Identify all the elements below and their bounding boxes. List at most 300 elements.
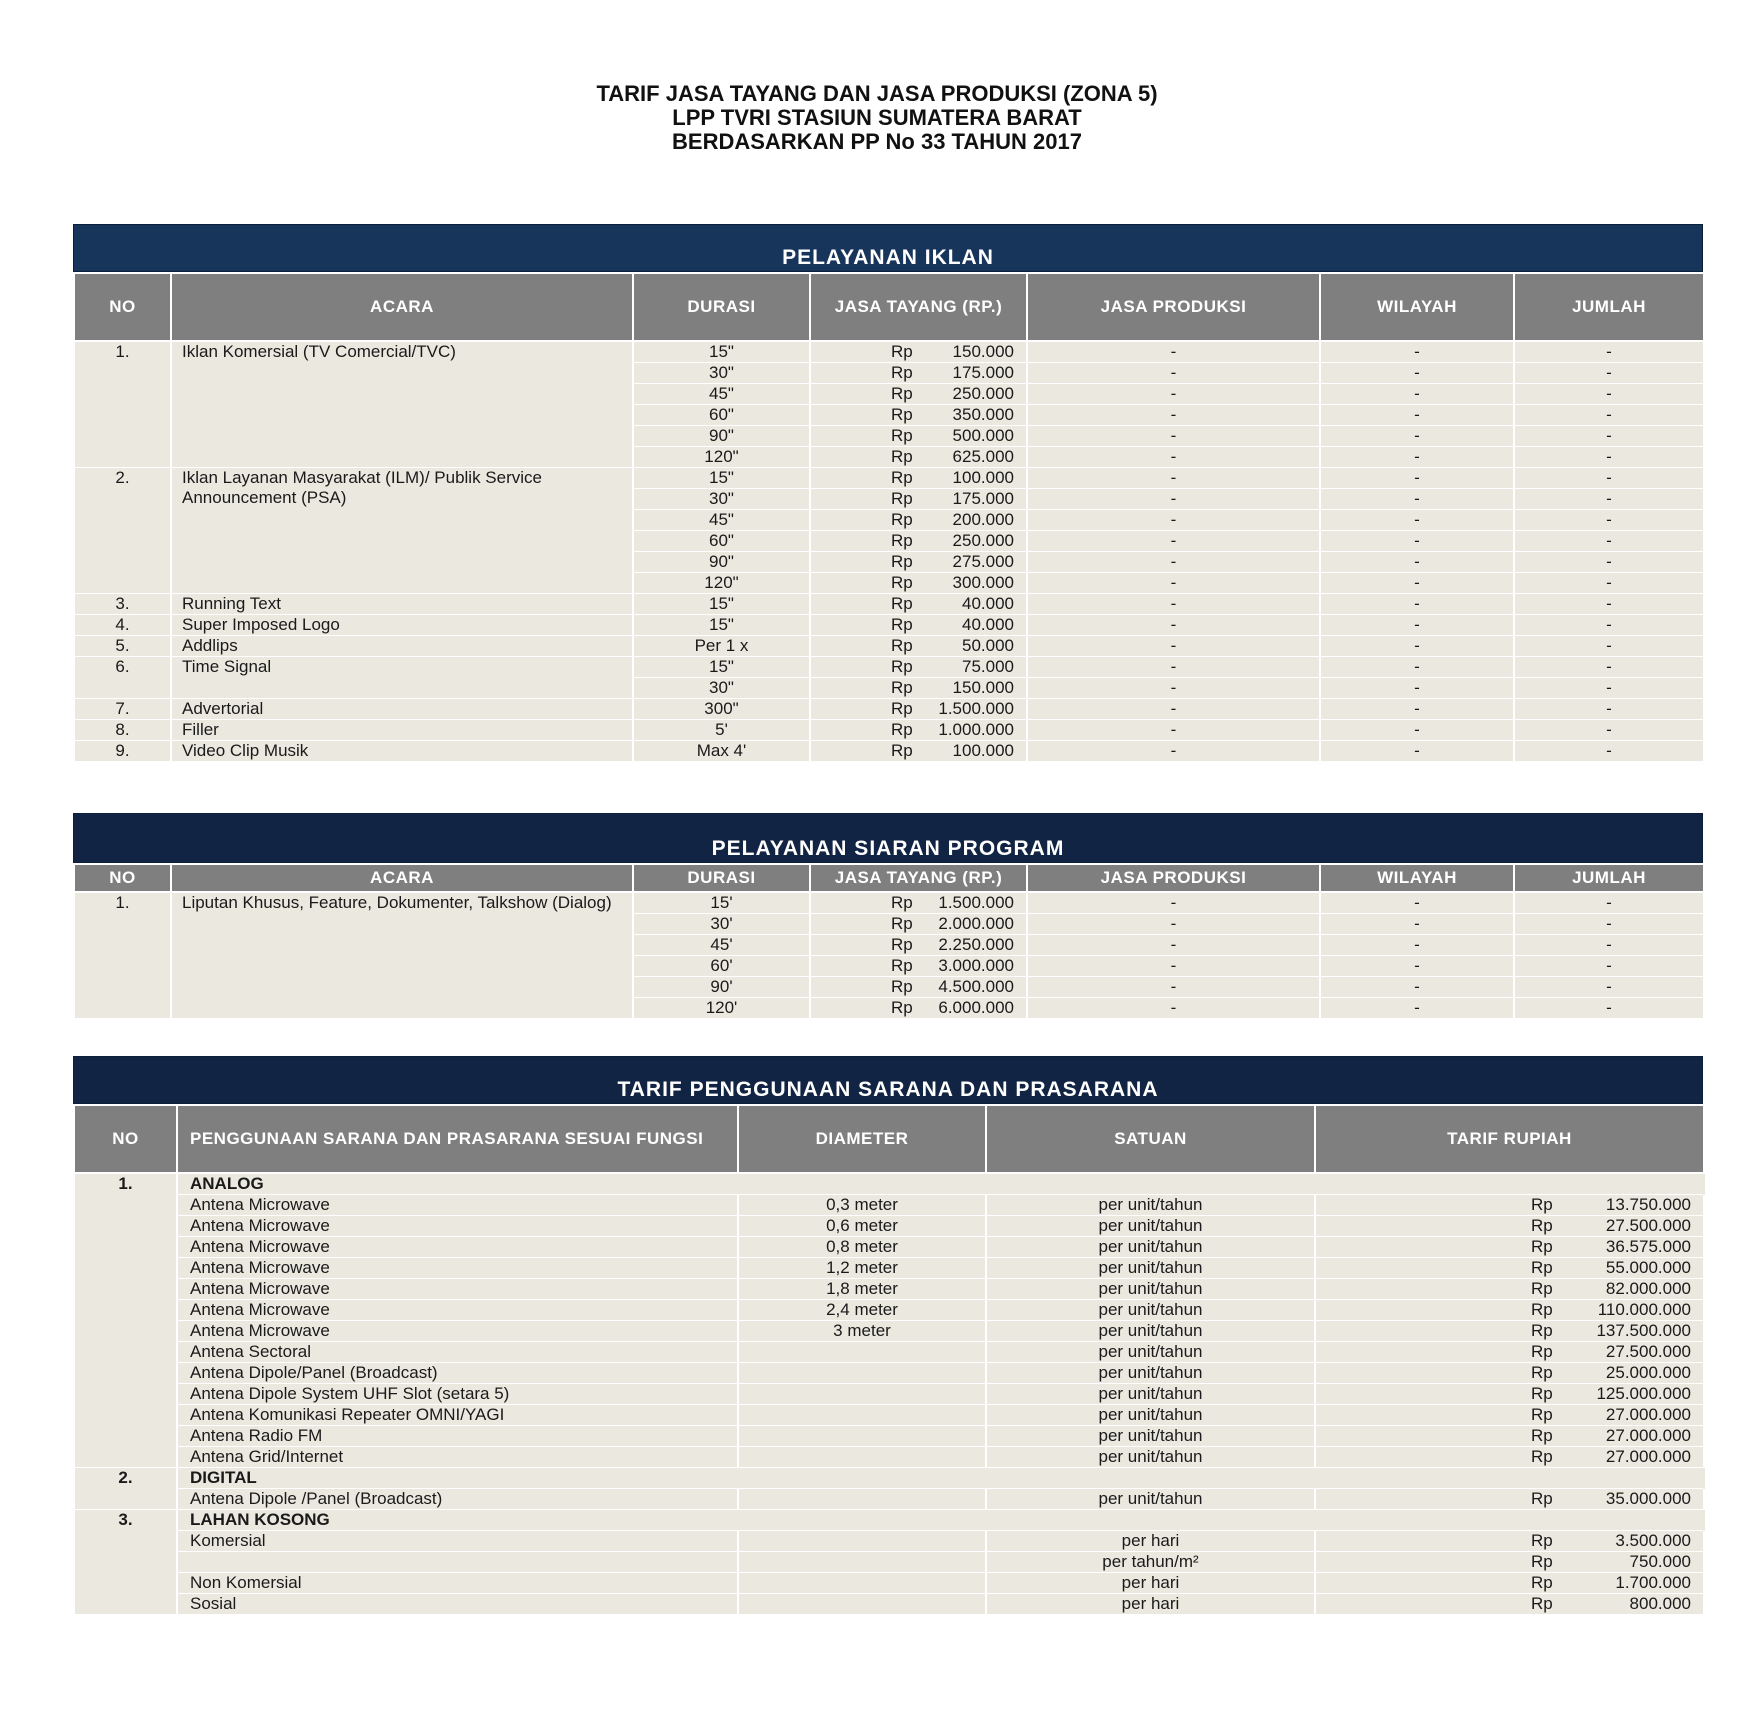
title-line-3: BERDASARKAN PP No 33 TAHUN 2017: [672, 129, 1082, 154]
row-penggunaan: Antena Microwave: [177, 1279, 738, 1300]
row-jasa-produksi: -: [1027, 489, 1320, 510]
row-diameter: 0,6 meter: [738, 1216, 986, 1237]
amount-value: 27.000.000: [1605, 1426, 1691, 1445]
amount-value: 2.250.000: [938, 935, 1014, 954]
amount-value: 500.000: [952, 426, 1014, 445]
row-jasa-tayang: [810, 720, 1027, 741]
row-tarif: [1315, 1321, 1704, 1342]
row-tarif: [1315, 1384, 1704, 1405]
row-jasa-produksi: -: [1027, 998, 1320, 1019]
row-jasa-tayang: [810, 636, 1027, 657]
currency-label: Rp: [891, 977, 913, 996]
row-durasi: 5': [633, 720, 810, 741]
header-tarif-rupiah: TARIF RUPIAH: [1315, 1105, 1704, 1173]
category-row: [74, 1468, 1704, 1489]
row-durasi: 45": [633, 510, 810, 531]
row-jumlah: -: [1514, 363, 1704, 384]
header-jasa-produksi: JASA PRODUKSI: [1027, 864, 1320, 892]
row-jasa-produksi: -: [1027, 956, 1320, 977]
row-jumlah: -: [1514, 699, 1704, 720]
table-row: [74, 1237, 1704, 1258]
section-siaran-program: [73, 813, 1703, 1019]
row-durasi: 60': [633, 956, 810, 977]
row-durasi: 120': [633, 998, 810, 1019]
section-pelayanan-iklan: [73, 224, 1703, 762]
section-title-iklan: PELAYANAN IKLAN: [782, 246, 994, 269]
row-diameter: [738, 1594, 986, 1615]
category-label: LAHAN KOSONG: [177, 1510, 1704, 1531]
row-jasa-produksi: -: [1027, 363, 1320, 384]
row-durasi: 15": [633, 657, 810, 678]
title-line-2: LPP TVRI STASIUN SUMATERA BARAT: [672, 105, 1082, 130]
row-durasi: 15": [633, 594, 810, 615]
row-jasa-produksi: -: [1027, 741, 1320, 762]
row-jasa-produksi: -: [1027, 615, 1320, 636]
row-tarif: [1315, 1531, 1704, 1552]
table-row: [74, 1447, 1704, 1468]
amount-value: 1.500.000: [938, 699, 1014, 718]
category-row: [74, 1510, 1704, 1531]
row-wilayah: -: [1320, 384, 1514, 405]
amount-value: 27.000.000: [1605, 1405, 1691, 1424]
row-number: 8.: [74, 720, 171, 741]
row-jasa-tayang: [810, 405, 1027, 426]
amount-value: 625.000: [952, 447, 1014, 466]
currency-label: Rp: [891, 720, 913, 739]
currency-label: Rp: [891, 615, 913, 634]
header-jasa-tayang: JASA TAYANG (RP.): [810, 273, 1027, 341]
row-number: 2.: [74, 468, 171, 594]
row-jumlah: -: [1514, 594, 1704, 615]
row-jasa-tayang: [810, 935, 1027, 956]
row-satuan: per unit/tahun: [986, 1300, 1315, 1321]
row-jasa-produksi: -: [1027, 935, 1320, 956]
row-satuan: per unit/tahun: [986, 1363, 1315, 1384]
row-jasa-produksi: -: [1027, 531, 1320, 552]
header-diameter: DIAMETER: [738, 1105, 986, 1173]
table-row: [74, 636, 1704, 657]
row-jasa-produksi: -: [1027, 447, 1320, 468]
header-jasa-tayang: JASA TAYANG (RP.): [810, 864, 1027, 892]
category-row: [74, 1173, 1704, 1195]
row-number: 7.: [74, 699, 171, 720]
row-jasa-produksi: -: [1027, 720, 1320, 741]
row-acara: Time Signal: [171, 657, 633, 699]
table-row: [74, 1573, 1704, 1594]
section-band-siaran: [73, 813, 1703, 863]
row-number: 9.: [74, 741, 171, 762]
row-tarif: [1315, 1342, 1704, 1363]
amount-value: 1.000.000: [938, 720, 1014, 739]
row-durasi: 30": [633, 678, 810, 699]
row-tarif: [1315, 1405, 1704, 1426]
row-satuan: per hari: [986, 1573, 1315, 1594]
row-acara: Liputan Khusus, Feature, Dokumenter, Talkshow (Dialog): [171, 892, 633, 1019]
row-jumlah: -: [1514, 720, 1704, 741]
row-penggunaan: Antena Grid/Internet: [177, 1447, 738, 1468]
row-durasi: 90": [633, 426, 810, 447]
row-penggunaan: Antena Microwave: [177, 1237, 738, 1258]
currency-label: Rp: [1531, 1300, 1553, 1319]
row-wilayah: -: [1320, 468, 1514, 489]
currency-label: Rp: [891, 384, 913, 403]
row-diameter: [738, 1573, 986, 1594]
row-satuan: per unit/tahun: [986, 1489, 1315, 1510]
row-penggunaan: Antena Microwave: [177, 1321, 738, 1342]
currency-label: Rp: [1531, 1384, 1553, 1403]
header-wilayah: WILAYAH: [1320, 864, 1514, 892]
row-jasa-produksi: -: [1027, 636, 1320, 657]
table-row: [74, 341, 1704, 363]
row-wilayah: -: [1320, 699, 1514, 720]
row-durasi: 15": [633, 615, 810, 636]
amount-value: 150.000: [952, 678, 1014, 697]
row-durasi: Max 4': [633, 741, 810, 762]
row-jumlah: -: [1514, 914, 1704, 935]
section-band-iklan: [73, 224, 1703, 272]
row-durasi: 300": [633, 699, 810, 720]
row-wilayah: -: [1320, 956, 1514, 977]
row-satuan: per unit/tahun: [986, 1237, 1315, 1258]
row-jumlah: -: [1514, 956, 1704, 977]
row-wilayah: -: [1320, 573, 1514, 594]
table-header-row: [74, 864, 1704, 892]
row-jasa-tayang: [810, 615, 1027, 636]
currency-label: Rp: [891, 914, 913, 933]
row-wilayah: -: [1320, 510, 1514, 531]
row-jasa-produksi: -: [1027, 573, 1320, 594]
row-wilayah: -: [1320, 489, 1514, 510]
row-number: 1.: [74, 341, 171, 468]
table-body-iklan: [74, 341, 1704, 762]
amount-value: 75.000: [962, 657, 1014, 676]
table-iklan: [73, 272, 1705, 762]
row-durasi: 120": [633, 447, 810, 468]
row-durasi: 45": [633, 384, 810, 405]
currency-label: Rp: [1531, 1258, 1553, 1277]
row-jasa-tayang: [810, 468, 1027, 489]
row-satuan: per unit/tahun: [986, 1279, 1315, 1300]
row-number: 3.: [74, 1510, 177, 1615]
row-jasa-tayang: [810, 914, 1027, 935]
row-penggunaan: Antena Dipole/Panel (Broadcast): [177, 1363, 738, 1384]
amount-value: 200.000: [952, 510, 1014, 529]
currency-label: Rp: [1531, 1426, 1553, 1445]
row-number: 1.: [74, 1173, 177, 1468]
row-penggunaan: Antena Microwave: [177, 1195, 738, 1216]
row-wilayah: -: [1320, 426, 1514, 447]
row-wilayah: -: [1320, 998, 1514, 1019]
row-tarif: [1315, 1552, 1704, 1573]
row-number: 3.: [74, 594, 171, 615]
row-jumlah: -: [1514, 384, 1704, 405]
row-tarif: [1315, 1426, 1704, 1447]
row-satuan: per unit/tahun: [986, 1447, 1315, 1468]
row-durasi: 45': [633, 935, 810, 956]
row-jumlah: -: [1514, 426, 1704, 447]
amount-value: 100.000: [952, 468, 1014, 487]
row-durasi: Per 1 x: [633, 636, 810, 657]
currency-label: Rp: [891, 956, 913, 975]
row-satuan: per unit/tahun: [986, 1321, 1315, 1342]
row-jumlah: -: [1514, 998, 1704, 1019]
row-jasa-produksi: -: [1027, 468, 1320, 489]
row-diameter: 0,8 meter: [738, 1237, 986, 1258]
row-jasa-tayang: [810, 426, 1027, 447]
section-sarana-prasarana: [73, 1056, 1703, 1615]
document-title: [0, 82, 1754, 154]
currency-label: Rp: [1531, 1552, 1553, 1571]
row-durasi: 15": [633, 341, 810, 363]
amount-value: 250.000: [952, 531, 1014, 550]
section-band-sarana: [73, 1056, 1703, 1104]
table-row: [74, 720, 1704, 741]
currency-label: Rp: [891, 573, 913, 592]
row-durasi: 90": [633, 552, 810, 573]
row-penggunaan: Antena Microwave: [177, 1216, 738, 1237]
row-jasa-produksi: -: [1027, 510, 1320, 531]
row-jasa-tayang: [810, 998, 1027, 1019]
row-wilayah: -: [1320, 552, 1514, 573]
row-jumlah: -: [1514, 573, 1704, 594]
amount-value: 40.000: [962, 594, 1014, 613]
table-row: [74, 1195, 1704, 1216]
title-line-1: TARIF JASA TAYANG DAN JASA PRODUKSI (ZONA 5): [596, 81, 1158, 106]
currency-label: Rp: [891, 657, 913, 676]
row-penggunaan: Antena Komunikasi Repeater OMNI/YAGI: [177, 1405, 738, 1426]
amount-value: 3.500.000: [1615, 1531, 1691, 1550]
amount-value: 27.500.000: [1605, 1216, 1691, 1235]
row-jasa-tayang: [810, 657, 1027, 678]
currency-label: Rp: [1531, 1237, 1553, 1256]
row-tarif: [1315, 1594, 1704, 1615]
table-body-sarana: [74, 1173, 1704, 1615]
currency-label: Rp: [891, 594, 913, 613]
row-jasa-tayang: [810, 531, 1027, 552]
row-jasa-tayang: [810, 977, 1027, 998]
row-jasa-produksi: -: [1027, 678, 1320, 699]
amount-value: 82.000.000: [1605, 1279, 1691, 1298]
row-satuan: per tahun/m²: [986, 1552, 1315, 1573]
row-satuan: per hari: [986, 1531, 1315, 1552]
row-wilayah: -: [1320, 935, 1514, 956]
row-jumlah: -: [1514, 935, 1704, 956]
row-wilayah: -: [1320, 977, 1514, 998]
row-jasa-produksi: -: [1027, 699, 1320, 720]
row-satuan: per hari: [986, 1594, 1315, 1615]
row-tarif: [1315, 1258, 1704, 1279]
table-row: [74, 468, 1704, 489]
row-durasi: 60": [633, 531, 810, 552]
row-jasa-tayang: [810, 956, 1027, 977]
amount-value: 6.000.000: [938, 998, 1014, 1017]
currency-label: Rp: [891, 935, 913, 954]
table-row: [74, 1363, 1704, 1384]
amount-value: 100.000: [952, 741, 1014, 760]
row-tarif: [1315, 1237, 1704, 1258]
section-title-sarana: TARIF PENGGUNAAN SARANA DAN PRASARANA: [617, 1078, 1159, 1101]
table-header-row: [74, 273, 1704, 341]
amount-value: 300.000: [952, 573, 1014, 592]
row-tarif: [1315, 1195, 1704, 1216]
row-jasa-tayang: [810, 699, 1027, 720]
row-penggunaan: Non Komersial: [177, 1573, 738, 1594]
row-jasa-tayang: [810, 341, 1027, 363]
row-jasa-produksi: -: [1027, 977, 1320, 998]
amount-value: 4.500.000: [938, 977, 1014, 996]
currency-label: Rp: [1531, 1216, 1553, 1235]
header-jumlah: JUMLAH: [1514, 864, 1704, 892]
category-label: DIGITAL: [177, 1468, 1704, 1489]
currency-label: Rp: [1531, 1447, 1553, 1466]
table-row: [74, 1426, 1704, 1447]
currency-label: Rp: [1531, 1342, 1553, 1361]
currency-label: Rp: [891, 468, 913, 487]
row-satuan: per unit/tahun: [986, 1195, 1315, 1216]
table-body-siaran: [74, 892, 1704, 1019]
row-jasa-produksi: -: [1027, 341, 1320, 363]
row-durasi: 30": [633, 363, 810, 384]
row-jumlah: -: [1514, 510, 1704, 531]
row-acara: Super Imposed Logo: [171, 615, 633, 636]
currency-label: Rp: [1531, 1195, 1553, 1214]
row-durasi: 120": [633, 573, 810, 594]
row-penggunaan: Komersial: [177, 1531, 738, 1552]
row-diameter: 1,2 meter: [738, 1258, 986, 1279]
row-jumlah: -: [1514, 657, 1704, 678]
table-row: [74, 1321, 1704, 1342]
row-number: 1.: [74, 892, 171, 1019]
table-row: [74, 1258, 1704, 1279]
row-jasa-tayang: [810, 552, 1027, 573]
row-jasa-tayang: [810, 384, 1027, 405]
amount-value: 27.500.000: [1605, 1342, 1691, 1361]
row-diameter: 3 meter: [738, 1321, 986, 1342]
amount-value: 36.575.000: [1605, 1237, 1691, 1256]
row-durasi: 15": [633, 468, 810, 489]
row-diameter: [738, 1426, 986, 1447]
row-wilayah: -: [1320, 657, 1514, 678]
row-jasa-tayang: [810, 594, 1027, 615]
amount-value: 175.000: [952, 363, 1014, 382]
row-wilayah: -: [1320, 636, 1514, 657]
table-row: [74, 1342, 1704, 1363]
table-row: [74, 1300, 1704, 1321]
row-jasa-tayang: [810, 489, 1027, 510]
row-diameter: [738, 1447, 986, 1468]
currency-label: Rp: [891, 363, 913, 382]
header-satuan: SATUAN: [986, 1105, 1315, 1173]
table-row: [74, 1489, 1704, 1510]
row-jasa-produksi: -: [1027, 405, 1320, 426]
currency-label: Rp: [891, 741, 913, 760]
amount-value: 25.000.000: [1605, 1363, 1691, 1382]
row-number: 2.: [74, 1468, 177, 1510]
row-wilayah: -: [1320, 405, 1514, 426]
currency-label: Rp: [891, 489, 913, 508]
currency-label: Rp: [891, 998, 913, 1017]
row-tarif: [1315, 1279, 1704, 1300]
currency-label: Rp: [891, 510, 913, 529]
amount-value: 50.000: [962, 636, 1014, 655]
row-jasa-tayang: [810, 741, 1027, 762]
header-no: NO: [74, 864, 171, 892]
table-row: [74, 699, 1704, 720]
row-acara: Addlips: [171, 636, 633, 657]
table-row: [74, 657, 1704, 678]
row-number: 5.: [74, 636, 171, 657]
row-diameter: [738, 1489, 986, 1510]
currency-label: Rp: [1531, 1321, 1553, 1340]
row-jumlah: -: [1514, 977, 1704, 998]
table-siaran: [73, 863, 1705, 1019]
row-durasi: 90': [633, 977, 810, 998]
table-row: [74, 615, 1704, 636]
row-acara: Iklan Layanan Masyarakat (ILM)/ Publik Service Announcement (PSA): [171, 468, 633, 594]
row-durasi: 30": [633, 489, 810, 510]
row-wilayah: -: [1320, 678, 1514, 699]
row-jasa-produksi: -: [1027, 914, 1320, 935]
amount-value: 35.000.000: [1605, 1489, 1691, 1508]
table-sarana: [73, 1104, 1705, 1615]
row-tarif: [1315, 1573, 1704, 1594]
row-wilayah: -: [1320, 341, 1514, 363]
row-wilayah: -: [1320, 914, 1514, 935]
currency-label: Rp: [891, 678, 913, 697]
amount-value: 110.000.000: [1597, 1300, 1691, 1319]
row-wilayah: -: [1320, 531, 1514, 552]
amount-value: 27.000.000: [1605, 1447, 1691, 1466]
row-jumlah: -: [1514, 489, 1704, 510]
row-diameter: [738, 1384, 986, 1405]
row-acara: Filler: [171, 720, 633, 741]
row-acara: Video Clip Musik: [171, 741, 633, 762]
row-jasa-tayang: [810, 447, 1027, 468]
currency-label: Rp: [1531, 1531, 1553, 1550]
row-tarif: [1315, 1363, 1704, 1384]
table-row: [74, 892, 1704, 914]
row-wilayah: -: [1320, 741, 1514, 762]
currency-label: Rp: [891, 699, 913, 718]
row-jumlah: -: [1514, 741, 1704, 762]
row-penggunaan: Antena Sectoral: [177, 1342, 738, 1363]
table-header-row: [74, 1105, 1704, 1173]
amount-value: 275.000: [952, 552, 1014, 571]
row-tarif: [1315, 1216, 1704, 1237]
row-jasa-produksi: -: [1027, 552, 1320, 573]
currency-label: Rp: [891, 426, 913, 445]
row-tarif: [1315, 1300, 1704, 1321]
row-tarif: [1315, 1447, 1704, 1468]
header-durasi: DURASI: [633, 864, 810, 892]
row-wilayah: -: [1320, 892, 1514, 914]
row-jasa-produksi: -: [1027, 426, 1320, 447]
amount-value: 150.000: [952, 342, 1014, 361]
amount-value: 2.000.000: [938, 914, 1014, 933]
header-no: NO: [74, 1105, 177, 1173]
row-acara: Iklan Komersial (TV Comercial/TVC): [171, 341, 633, 468]
amount-value: 1.500.000: [938, 893, 1014, 912]
currency-label: Rp: [891, 531, 913, 550]
table-row: [74, 1384, 1704, 1405]
table-row: [74, 741, 1704, 762]
row-jasa-tayang: [810, 573, 1027, 594]
row-wilayah: -: [1320, 720, 1514, 741]
row-jumlah: -: [1514, 531, 1704, 552]
header-penggunaan: PENGGUNAAN SARANA DAN PRASARANA SESUAI FUNGSI: [177, 1105, 738, 1173]
row-durasi: 30': [633, 914, 810, 935]
row-tarif: [1315, 1489, 1704, 1510]
